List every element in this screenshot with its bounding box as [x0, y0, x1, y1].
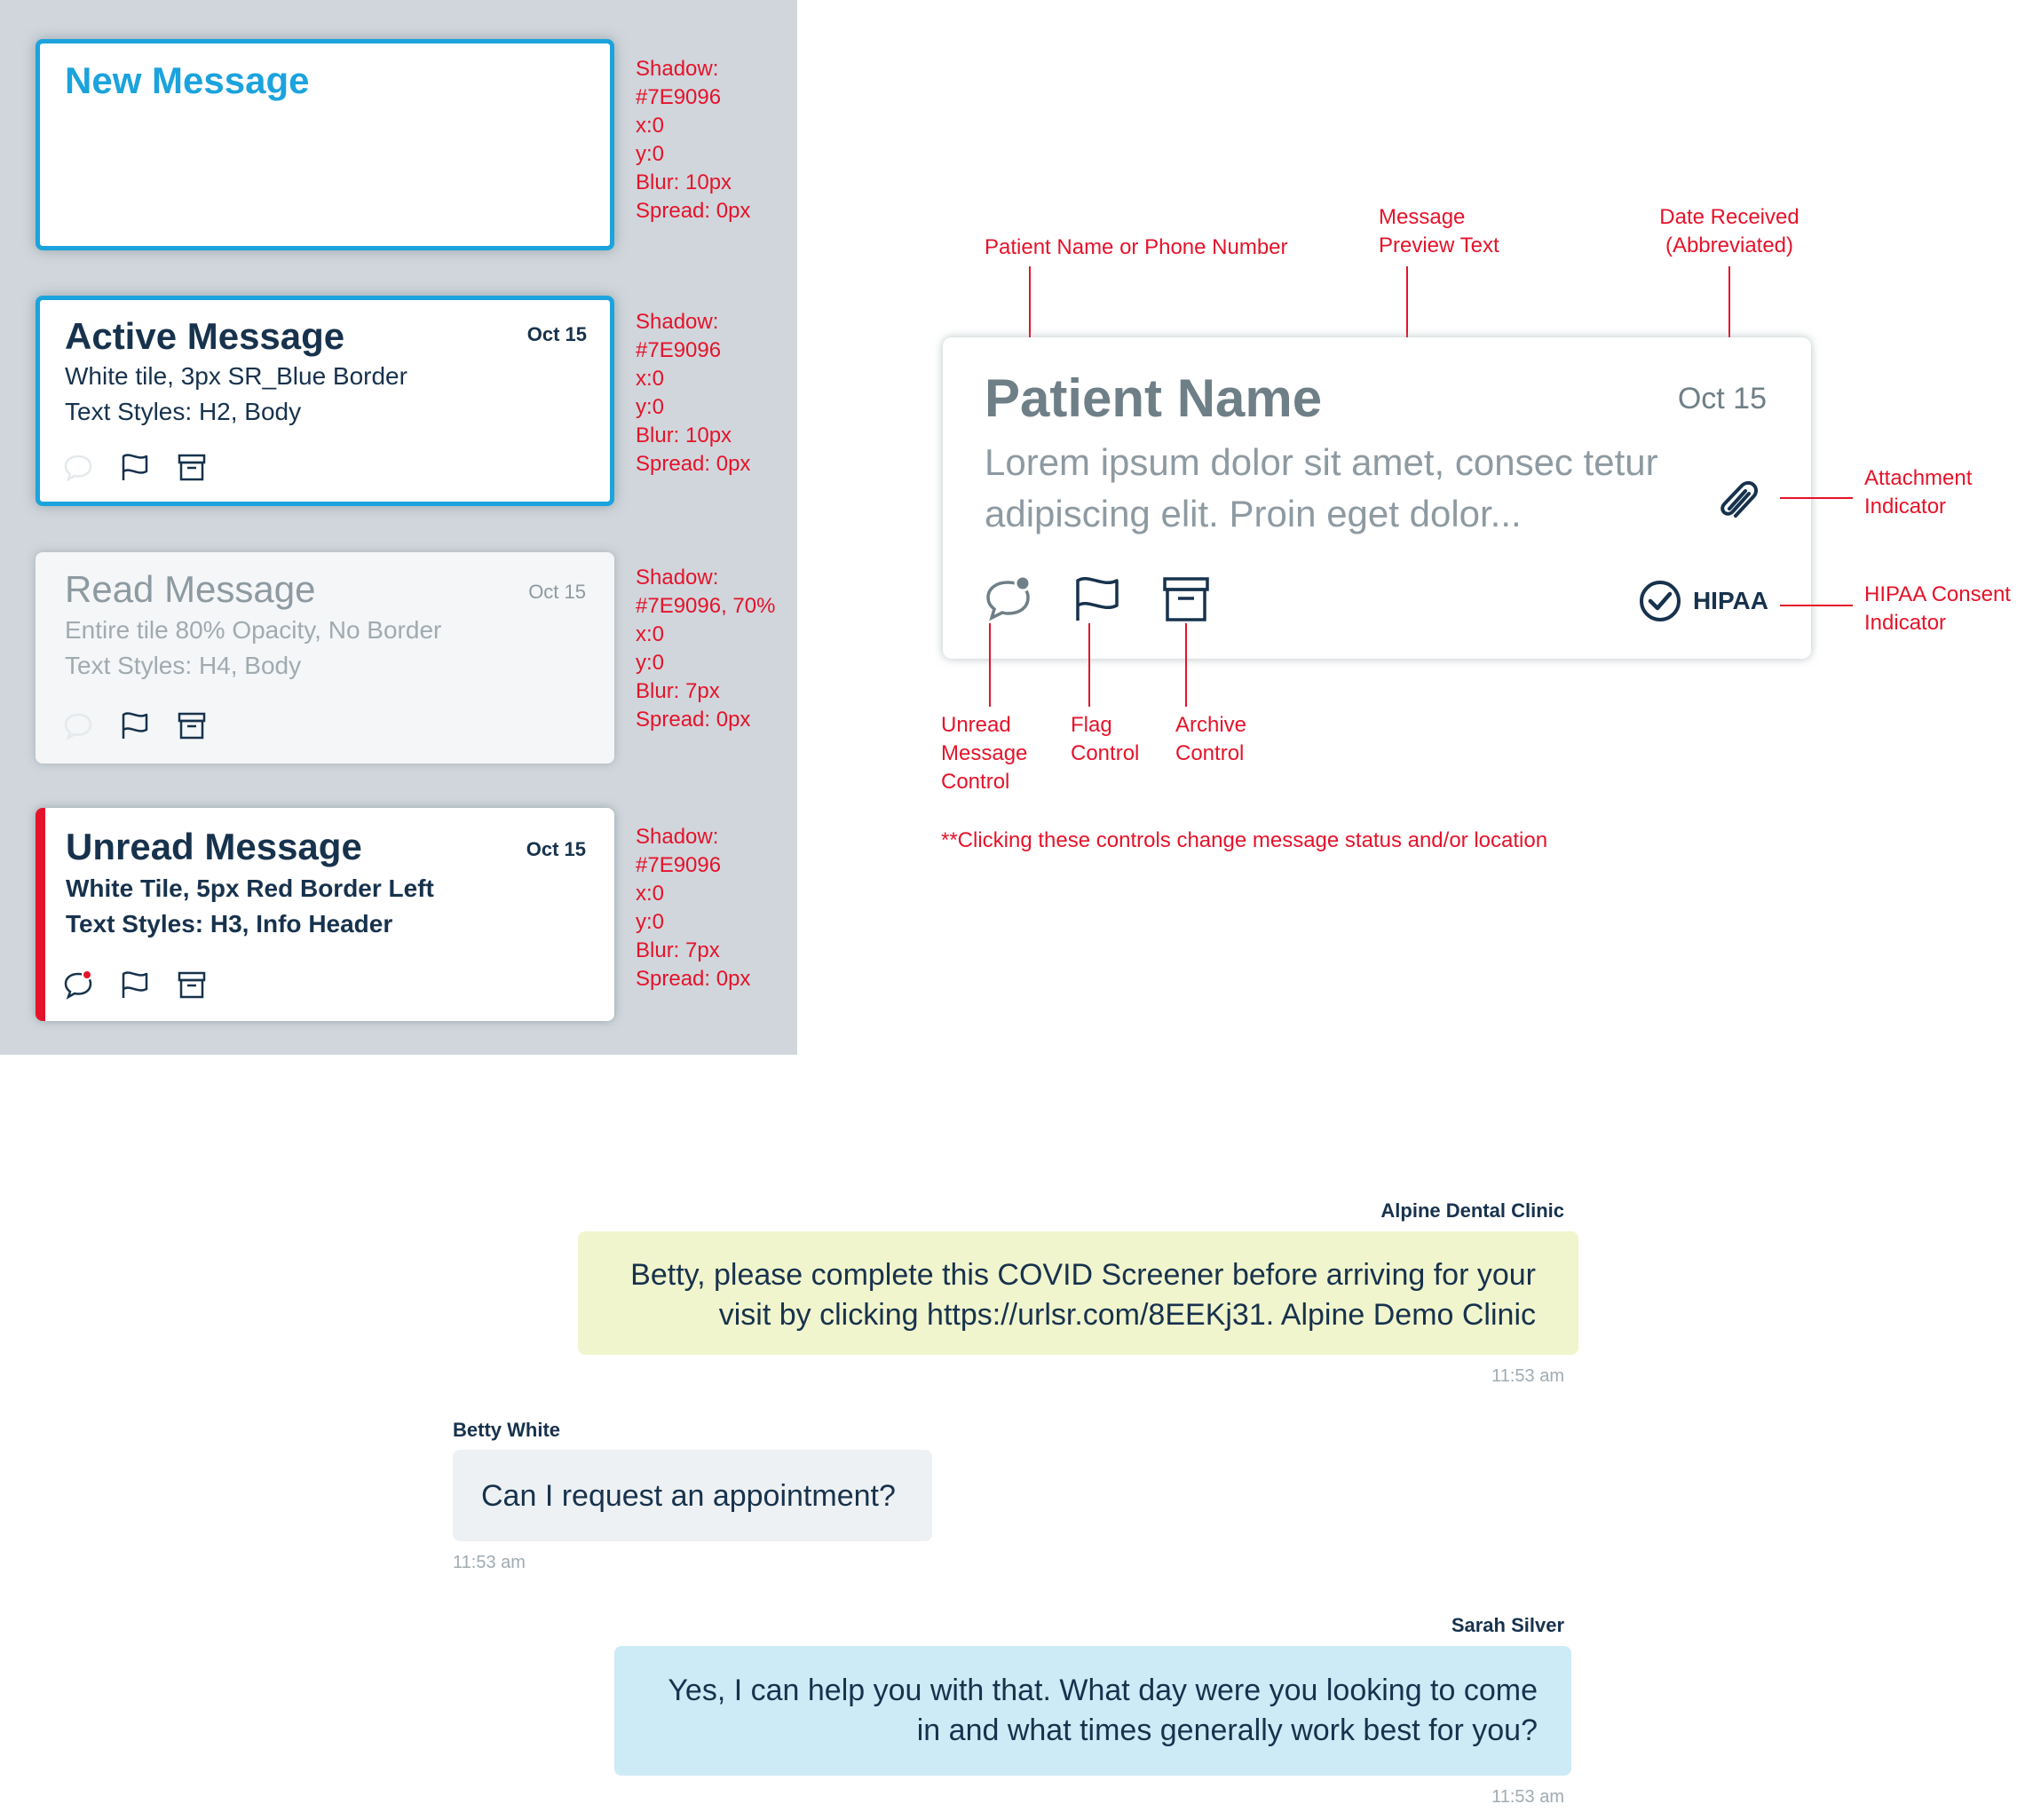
tile-description: White Tile, 5px Red Border Left: [66, 874, 434, 902]
tile-title: Active Message: [65, 315, 345, 357]
chat-sender: Sarah Silver: [1451, 1614, 1564, 1636]
annotation-attachment-line2: Indicator: [1864, 495, 1947, 518]
flag-icon[interactable]: [120, 710, 150, 740]
chat-bubble-outgoing: Betty, please complete this COVID Screener before arriving for your visit by clicking https://urlsr.com/8EEKj31. Alpine Demo Clinic: [578, 1231, 1578, 1355]
tile-text-styles: Text Styles: H3, Info Header: [66, 910, 393, 938]
controls-note: **Clicking these controls change message status and/or location: [941, 828, 1548, 852]
annotation-flag-line2: Control: [1071, 741, 1140, 765]
annotation-attachment-line1: Attachment: [1864, 466, 1973, 490]
tile-text-styles: Text Styles: H4, Body: [65, 652, 302, 679]
chat-sender: Alpine Dental Clinic: [1380, 1199, 1564, 1222]
chat-sender: Betty White: [453, 1419, 560, 1441]
tile-title: New Message: [65, 59, 310, 101]
archive-icon[interactable]: [177, 452, 207, 482]
annotation-archive-line1: Archive: [1175, 713, 1247, 737]
active-tile-shadow-specs: Shadow: #7E9096 x:0 y:0 Blur: 10px Spread: 0px: [636, 310, 751, 476]
message-tile-anatomy[interactable]: [943, 337, 1811, 659]
flag-icon[interactable]: [1072, 574, 1122, 623]
archive-icon[interactable]: [1161, 574, 1211, 623]
flag-icon[interactable]: [120, 969, 150, 1000]
patient-name: Patient Name: [985, 368, 1323, 428]
tile-states-panel: [0, 0, 797, 1055]
check-circle-icon: [1638, 579, 1682, 623]
hipaa-consent-indicator: [1638, 579, 1768, 623]
new-message-tile[interactable]: [36, 39, 614, 250]
annotation-line: [1780, 497, 1853, 499]
annotation-unread-line1: Unread: [941, 713, 1011, 737]
hipaa-label: HIPAA: [1692, 587, 1768, 614]
date-received: Oct 15: [1677, 382, 1767, 415]
tile-title: Unread Message: [66, 826, 362, 867]
annotation-unread-line2: Message: [941, 741, 1028, 765]
message-preview-text: Lorem ipsum dolor sit amet, consec tetur adipiscing elit. Proin eget dolor...: [985, 441, 1658, 534]
paperclip-icon: [1715, 479, 1763, 527]
annotation-archive-line2: Control: [1175, 741, 1245, 765]
chat-bubble-unread-icon[interactable]: [984, 574, 1033, 623]
annotation-line: [1088, 623, 1090, 707]
unread-message-tile[interactable]: [36, 808, 614, 1021]
annotation-unread-line3: Control: [941, 770, 1010, 794]
chat-bubble-unread-icon[interactable]: [63, 969, 93, 1000]
unread-tile-shadow-specs: Shadow: #7E9096 x:0 y:0 Blur: 7px Spread: 0px: [636, 825, 751, 991]
active-message-tile[interactable]: [36, 296, 614, 506]
tile-controls: [63, 452, 207, 482]
annotation-hipaa-line1: HIPAA Consent: [1864, 582, 2011, 606]
annotation-hipaa-line2: Indicator: [1864, 611, 1947, 635]
tile-title: Read Message: [65, 568, 316, 610]
tile-date: Oct 15: [526, 323, 587, 345]
annotation-line: [1780, 605, 1853, 606]
read-tile-shadow-specs: Shadow: #7E9096, 70% x:0 y:0 Blur: 7px Spread: 0px: [636, 566, 776, 732]
annotation-preview-line2: Preview Text: [1379, 233, 1499, 257]
chat-bubble-incoming: Can I request an appointment?: [453, 1450, 932, 1541]
chat-bubble-outgoing: Yes, I can help you with that. What day were you looking to come in and what times generally work best for you?: [614, 1646, 1571, 1776]
new-tile-shadow-specs: Shadow: #7E9096 x:0 y:0 Blur: 10px Spread: 0px: [636, 57, 751, 223]
annotation-line: [1185, 623, 1187, 707]
chat-bubble-icon[interactable]: [63, 710, 93, 740]
archive-icon[interactable]: [177, 969, 207, 1000]
tile-date: Oct 15: [526, 838, 586, 860]
tile-text-styles: Text Styles: H2, Body: [65, 398, 302, 425]
annotation-date-line2: (Abbreviated): [1665, 233, 1794, 257]
tile-controls: [984, 574, 1211, 623]
annotation-preview-line1: Message: [1379, 205, 1466, 229]
chat-timestamp: 11:53 am: [1491, 1787, 1564, 1807]
annotation-line: [989, 623, 991, 707]
chat-timestamp: 11:53 am: [453, 1553, 526, 1572]
tile-controls: [63, 969, 207, 1000]
tile-controls: [63, 710, 207, 740]
read-message-tile[interactable]: [36, 552, 614, 764]
chat-bubble-icon[interactable]: [63, 452, 93, 482]
tile-date: Oct 15: [528, 581, 586, 603]
chat-timestamp: 11:53 am: [1491, 1366, 1564, 1386]
annotation-date-line1: Date Received: [1659, 205, 1799, 229]
flag-icon[interactable]: [120, 452, 150, 482]
tile-description: White tile, 3px SR_Blue Border: [65, 362, 407, 390]
annotation-patient-name: Patient Name or Phone Number: [985, 235, 1288, 259]
archive-icon[interactable]: [177, 710, 207, 740]
annotation-flag-line1: Flag: [1071, 713, 1112, 737]
tile-description: Entire tile 80% Opacity, No Border: [65, 616, 442, 644]
